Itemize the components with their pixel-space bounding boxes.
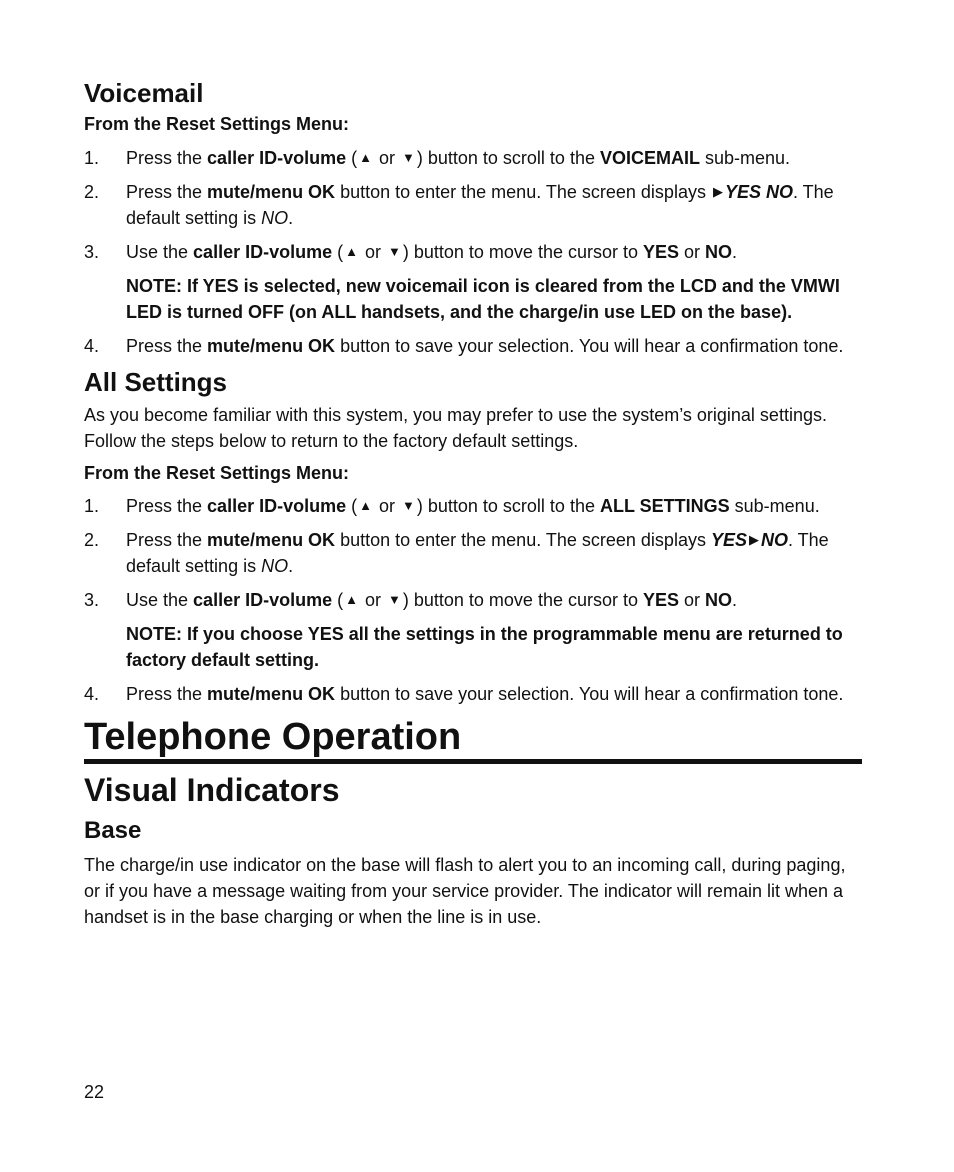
list-item: 2. Press the mute/menu OK button to enter the menu. The screen displays ▶ YES NO. The default setting is NO. (84, 179, 864, 231)
up-arrow-icon: ▲ (345, 243, 358, 259)
down-arrow-icon: ▼ (388, 592, 401, 608)
down-arrow-icon: ▼ (402, 498, 415, 514)
all-settings-note: NOTE: If you choose YES all the settings in the programmable menu are returned to factory default setting. (126, 624, 843, 671)
list-item: 2. Press the mute/menu OK button to enter the menu. The screen displays YES ▶ NO. The default setting is NO. (84, 527, 864, 579)
up-arrow-icon: ▲ (359, 498, 372, 514)
voicemail-note: NOTE: If YES is selected, new voicemail icon is cleared from the LCD and the VMWI LED is turned OFF (on ALL handsets, and the charge/in use LED on the base). (126, 275, 840, 322)
down-arrow-icon: ▼ (402, 149, 415, 165)
base-text: The charge/in use indicator on the base will flash to alert you to an incoming call, during paging, or if you have a message waiting from your service provider. The indicator will remain lit when a handset is in the base charging or when the line is in use. (84, 855, 846, 928)
list-item: 3. Use the caller ID-volume ( ▲ or ▼ ) button to move the cursor to YES or NO. NOTE: If YES is selected, new voicemail icon is cleared from the LCD and the VMWI LED is turned OFF (on ALL handsets, and the charge/in use LED on the base). (84, 239, 864, 325)
down-arrow-icon: ▼ (388, 243, 401, 259)
page-number: 22 (84, 1082, 105, 1102)
all-settings-from-label: From the Reset Settings Menu: (84, 462, 350, 483)
list-item: 4. Press the mute/menu OK button to save your selection. You will hear a confirmation tone. (84, 684, 844, 705)
list-item: 1. Press the caller ID-volume ( ▲ or ▼ ) button to scroll to the VOICEMAIL sub-menu. (84, 145, 864, 171)
all-settings-steps (84, 493, 864, 707)
up-arrow-icon: ▲ (345, 592, 358, 608)
base-heading: Base (84, 817, 142, 845)
all-settings-heading: All Settings (84, 366, 228, 397)
manual-page (84, 78, 864, 938)
voicemail-steps (84, 145, 864, 359)
up-arrow-icon: ▲ (359, 149, 372, 165)
right-arrow-icon: ▶ (712, 183, 723, 199)
list-item: 1. Press the caller ID-volume ( ▲ or ▼ ) button to scroll to the ALL SETTINGS sub-menu. (84, 493, 864, 519)
right-arrow-icon: ▶ (748, 532, 759, 548)
voicemail-from-label: From the Reset Settings Menu: (84, 114, 350, 135)
list-item: 4. Press the mute/menu OK button to save your selection. You will hear a confirmation tone. (84, 335, 844, 356)
list-item: 3. Use the caller ID-volume ( ▲ or ▼ ) button to move the cursor to YES or NO. NOTE: If you choose YES all the settings in the programmable menu are returned to factory default setting. (84, 587, 864, 673)
visual-indicators-heading: Visual Indicators (84, 772, 340, 809)
telephone-operation-title: Telephone Operation (84, 715, 862, 764)
all-settings-intro: As you become familiar with this system, you may prefer to use the system’s original settings. Follow the steps below to return to the factory default settings. (84, 404, 827, 451)
voicemail-heading: Voicemail (84, 78, 204, 108)
